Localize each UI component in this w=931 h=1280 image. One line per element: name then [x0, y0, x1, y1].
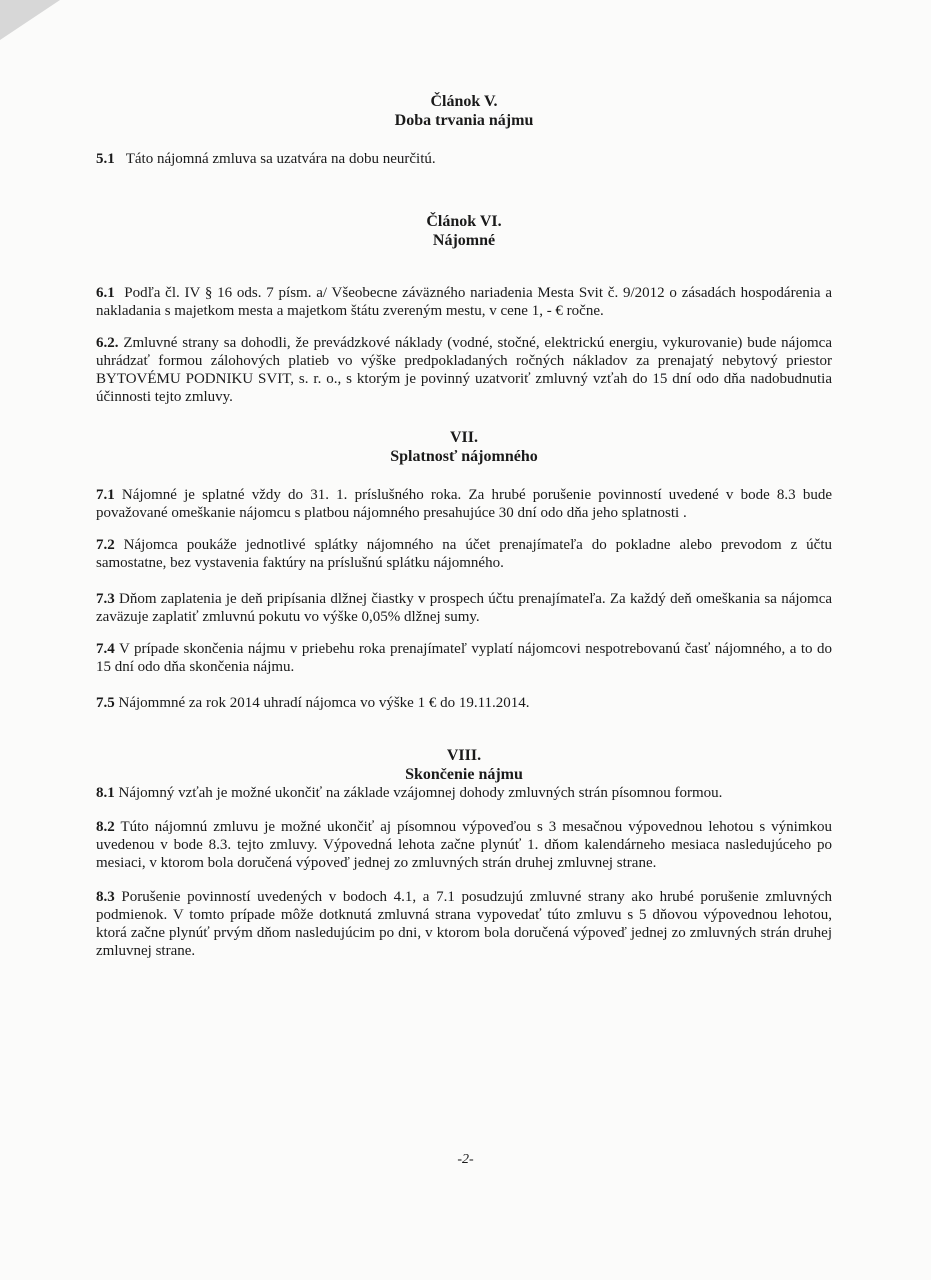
paragraph-text: Porušenie povinností uvedených v bodoch 4.1, a 7.1 posudzujú zmluvné strany ako hrubé porušenie zmluvných podmienok. V tomto prípade môže dotknutá zmluvná strana vypovedať túto zmluvu s 5 dňovou výpovednou lehotou, ktorá začne plynúť prvým dňom nasledujúcim po dni, v ktorom bola doručená výpoveď jednej zo zmluvných strán druhej zmluvnej strane.: [96, 889, 832, 959]
paragraph-text: Nájomné je splatné vždy do 31. 1. príslušného roka. Za hrubé porušenie povinností uvedené v bode 8.3 bude považované omeškanie nájomcu s platbou nájomného presahujúce 30 dní odo dňa jeho splatnosti .: [96, 487, 833, 521]
paragraph-number: 6.2.: [96, 335, 119, 351]
paragraph-6-2: [96, 334, 832, 406]
paragraph-text: Nájomný vzťah je možné ukončiť na základe vzájomnej dohody zmluvných strán písomnou formou.: [118, 785, 723, 801]
article-6-subtitle: Nájomné: [432, 232, 496, 249]
paragraph-7-4: [96, 640, 832, 676]
paragraph-number: 7.5: [96, 695, 115, 711]
paragraph-7-3: [96, 590, 832, 626]
article-6-title: Článok VI.: [426, 213, 502, 230]
paragraph-number: 7.2: [96, 537, 115, 553]
paragraph-number: 8.1: [96, 785, 115, 801]
page-number: -2-: [457, 1152, 474, 1167]
paragraph-text: Podľa čl. IV § 16 ods. 7 písm. a/ Všeobecne záväzného nariadenia Mesta Svit č. 9/2012 o zásadách hospodárenia a nakladania s majetkom mesta a majetkom štátu zvereným mestu, v cene 1, - € ročne.: [96, 285, 832, 319]
article-5-subtitle: Doba trvania nájmu: [394, 112, 534, 129]
paragraph-6-1: [96, 284, 832, 320]
article-5-title: Článok V.: [430, 93, 498, 110]
paragraph-text: Zmluvné strany sa dohodli, že prevádzkové náklady (vodné, stočné, elektrickú energiu, vykurovanie) bude nájomca uhrádzať formou zálohových platieb vo výške predpokladaných ročných nákladov za prenajatý nebytový priestor BYTOVÉMU PODNIKU SVIT, s. r. o., s ktorým je povinný uzatvoriť zmluvný vzťah do 15 dní odo dňa nadobudnutia účinnosti tejto zmluvy.: [96, 335, 832, 405]
paragraph-7-1: [96, 486, 832, 522]
paragraph-text: Nájomca poukáže jednotlivé splátky nájomného na účet prenajímateľa do pokladne alebo prevodom z účtu samostatne, bez vystavenia faktúry na príslušnú splátku nájomného.: [96, 537, 833, 571]
paragraph-8-2: [96, 818, 832, 872]
paragraph-text: Túto nájomnú zmluvu je možné ukončiť aj písomnou výpoveďou s 3 mesačnou výpovednou lehotou s výnimkou uvedenou v bode 8.3. tejto zmluvy. Výpovedná lehota začne plynúť 1. dňom kalendárneho mesiaca nasledujúceho po mesiaci, v ktorom bola doručená výpoveď jednej zo zmluvných strán druhej zmluvnej strane.: [96, 819, 832, 871]
paragraph-text: V prípade skončenia nájmu v priebehu roka prenajímateľ vyplatí nájomcovi nespotrebovanú časť nájomného, a to do 15 dní odo dňa skončenia nájmu.: [96, 641, 832, 675]
paragraph-text: Dňom zaplatenia je deň pripísania dlžnej čiastky v prospech účtu prenajímateľa. Za každý deň omeškania sa nájomca zaväzuje zaplatiť zmluvnú pokutu vo výške 0,05% dlžnej sumy.: [96, 591, 833, 625]
paragraph-number: 6.1: [96, 285, 115, 301]
paragraph-number: 8.3: [96, 889, 115, 905]
document-page: [96, 92, 832, 960]
paragraph-text: Nájommné za rok 2014 uhradí nájomca vo výške 1 € do 19.11.2014.: [118, 695, 530, 711]
article-8-subtitle: Skončenie nájmu: [405, 766, 523, 783]
scan-corner-shadow: [0, 0, 60, 40]
paragraph-5-1: [96, 150, 832, 168]
paragraph-7-2: [96, 536, 832, 572]
paragraph-text: Táto nájomná zmluva sa uzatvára na dobu neurčitú.: [125, 151, 436, 167]
paragraph-number: 7.4: [96, 641, 115, 657]
article-7-subtitle: Splatnosť nájomného: [390, 448, 538, 465]
paragraph-7-5: [96, 694, 832, 712]
paragraph-number: 5.1: [96, 151, 115, 167]
paragraph-number: 7.1: [96, 487, 115, 503]
paragraph-8-3: [96, 888, 832, 960]
paragraph-number: 7.3: [96, 591, 115, 607]
article-7-title: VII.: [449, 429, 478, 446]
paragraph-number: 8.2: [96, 819, 115, 835]
article-8-title: VIII.: [446, 747, 482, 764]
paragraph-8-1: [96, 784, 832, 802]
